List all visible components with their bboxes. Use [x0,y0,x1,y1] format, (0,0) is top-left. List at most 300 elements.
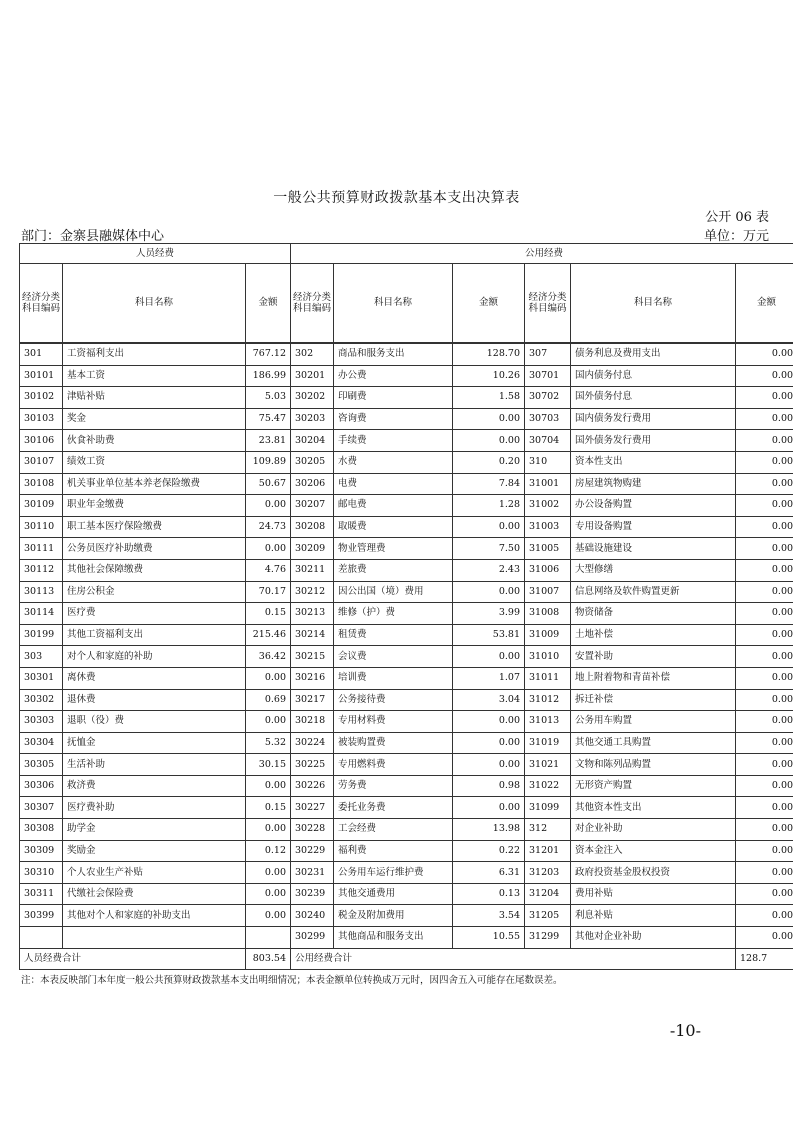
amount-cell: 0.00 [246,819,291,841]
table-row [20,495,793,517]
name-cell: 奖金 [63,408,246,430]
amount-cell: 75.47 [246,408,291,430]
name-cell: 委托业务费 [334,797,453,819]
code-cell: 30201 [291,365,334,387]
amount-cell: 10.26 [453,365,525,387]
code-cell: 30304 [20,732,63,754]
name-cell: 印刷费 [334,387,453,409]
code-cell: 30109 [20,495,63,517]
page-number: -10- [669,1021,701,1040]
amount-cell: 1.07 [453,667,525,689]
amount-cell: 186.99 [246,365,291,387]
name-cell: 助学金 [63,819,246,841]
name-cell: 其他社会保障缴费 [63,559,246,581]
code-cell: 31019 [525,732,571,754]
amount-cell: 0.00 [736,689,793,711]
name-cell: 专用设备购置 [571,516,736,538]
table-row [20,883,793,905]
name-cell: 其他对个人和家庭的补助支出 [63,905,246,927]
amount-cell: 53.81 [453,624,525,646]
name-header: 科目名称 [334,264,453,344]
name-header: 科目名称 [571,264,736,344]
amount-cell: 0.00 [736,516,793,538]
code-cell: 30399 [20,905,63,927]
amount-cell: 0.00 [453,797,525,819]
code-cell: 31204 [525,883,571,905]
code-cell: 31006 [525,559,571,581]
amount-cell: 0.00 [453,711,525,733]
name-cell: 大型修缮 [571,559,736,581]
name-cell: 医疗费 [63,603,246,625]
code-cell: 31205 [525,905,571,927]
name-cell: 商品和服务支出 [334,343,453,365]
amount-cell: 10.55 [453,927,525,949]
name-cell: 劳务费 [334,775,453,797]
amount-cell: 2.43 [453,559,525,581]
code-cell: 31021 [525,754,571,776]
name-cell: 其他工资福利支出 [63,624,246,646]
table-row [20,732,793,754]
amount-header: 金额 [453,264,525,344]
page-title: 一般公共预算财政拨款基本支出决算表 [273,190,520,206]
amount-cell: 0.15 [246,603,291,625]
amount-cell: 0.00 [736,927,793,949]
amount-cell: 5.03 [246,387,291,409]
code-cell: 30213 [291,603,334,625]
code-cell: 31201 [525,840,571,862]
table-row [20,840,793,862]
name-cell: 工资福利支出 [63,343,246,365]
name-cell: 公务用车运行维护费 [334,862,453,884]
code-cell: 30302 [20,689,63,711]
code-cell: 312 [525,819,571,841]
name-cell: 水费 [334,451,453,473]
name-cell: 信息网络及软件购置更新 [571,581,736,603]
amount-cell: 36.42 [246,646,291,668]
name-cell: 伙食补助费 [63,430,246,452]
code-cell: 30228 [291,819,334,841]
table-row [20,559,793,581]
code-cell: 31011 [525,667,571,689]
amount-cell: 70.17 [246,581,291,603]
amount-cell: 0.00 [736,495,793,517]
name-cell: 国外债务发行费用 [571,430,736,452]
code-cell: 30204 [291,430,334,452]
name-cell: 物业管理费 [334,538,453,560]
amount-cell: 0.00 [736,603,793,625]
amount-cell: 0.00 [736,754,793,776]
personnel-total-value: 803.54 [246,948,291,970]
name-cell: 会议费 [334,646,453,668]
name-cell: 其他交通费用 [334,883,453,905]
code-cell: 31012 [525,689,571,711]
amount-cell: 0.00 [453,754,525,776]
amount-cell: 0.00 [736,862,793,884]
code-cell: 31001 [525,473,571,495]
name-cell: 邮电费 [334,495,453,517]
table-row [20,408,793,430]
code-cell: 30216 [291,667,334,689]
amount-header: 金额 [736,264,793,344]
code-cell: 30307 [20,797,63,819]
name-cell: 拆迁补偿 [571,689,736,711]
amount-cell: 0.00 [736,905,793,927]
public-total-value: 128.7 [736,948,793,970]
code-cell: 30226 [291,775,334,797]
name-cell: 资本性支出 [571,451,736,473]
amount-cell: 3.04 [453,689,525,711]
amount-cell: 0.00 [453,516,525,538]
unit-label: 单位：万元 [703,229,769,244]
table-row [20,646,793,668]
table-row [20,711,793,733]
name-cell: 文物和陈列品购置 [571,754,736,776]
code-header: 经济分类科目编码 [291,264,334,344]
name-cell: 职工基本医疗保险缴费 [63,516,246,538]
amount-cell: 0.22 [453,840,525,862]
table-row [20,797,793,819]
code-cell: 30701 [525,365,571,387]
code-cell: 30225 [291,754,334,776]
amount-cell: 0.00 [736,343,793,365]
table-row [20,430,793,452]
name-cell: 取暖费 [334,516,453,538]
amount-cell: 0.00 [736,797,793,819]
code-cell: 31005 [525,538,571,560]
code-cell: 30209 [291,538,334,560]
name-cell: 租赁费 [334,624,453,646]
code-cell: 30111 [20,538,63,560]
amount-cell: 767.12 [246,343,291,365]
code-cell: 303 [20,646,63,668]
name-cell: 房屋建筑物购建 [571,473,736,495]
code-cell: 30303 [20,711,63,733]
table-row [20,862,793,884]
amount-cell: 0.00 [453,408,525,430]
code-cell: 30218 [291,711,334,733]
code-cell: 30227 [291,797,334,819]
code-cell: 30308 [20,819,63,841]
code-cell: 31009 [525,624,571,646]
code-cell: 31007 [525,581,571,603]
amount-cell: 6.31 [453,862,525,884]
code-cell: 30103 [20,408,63,430]
code-cell: 30703 [525,408,571,430]
name-cell: 无形资产购置 [571,775,736,797]
code-cell: 30205 [291,451,334,473]
amount-cell: 0.00 [736,819,793,841]
amount-cell: 0.00 [736,408,793,430]
name-cell: 医疗费补助 [63,797,246,819]
amount-cell: 0.00 [736,711,793,733]
name-cell: 税金及附加费用 [334,905,453,927]
public-total-label: 公用经费合计 [291,948,736,970]
code-cell: 30231 [291,862,334,884]
code-cell: 30215 [291,646,334,668]
table-row [20,754,793,776]
code-cell: 30208 [291,516,334,538]
table-row [20,451,793,473]
code-cell: 30107 [20,451,63,473]
code-cell: 30214 [291,624,334,646]
name-cell: 其他对企业补助 [571,927,736,949]
name-cell: 维修（护）费 [334,603,453,625]
code-cell: 30211 [291,559,334,581]
name-cell: 基本工资 [63,365,246,387]
name-cell: 公务接待费 [334,689,453,711]
amount-cell: 0.00 [736,624,793,646]
name-cell: 费用补贴 [571,883,736,905]
name-cell: 基础设施建设 [571,538,736,560]
amount-cell: 0.00 [246,775,291,797]
amount-cell: 3.99 [453,603,525,625]
amount-cell: 0.20 [453,451,525,473]
amount-cell: 0.00 [736,365,793,387]
amount-cell: 109.89 [246,451,291,473]
amount-cell: 0.00 [453,430,525,452]
name-cell: 离休费 [63,667,246,689]
name-cell: 物资储备 [571,603,736,625]
name-cell: 国内债务发行费用 [571,408,736,430]
code-cell: 31203 [525,862,571,884]
name-cell: 其他资本性支出 [571,797,736,819]
table-row [20,819,793,841]
code-cell: 30113 [20,581,63,603]
name-cell: 咨询费 [334,408,453,430]
table-row [20,624,793,646]
code-cell: 31003 [525,516,571,538]
amount-cell: 0.00 [736,430,793,452]
table-row [20,473,793,495]
table-row [20,581,793,603]
amount-cell: 0.00 [736,451,793,473]
amount-cell: 30.15 [246,754,291,776]
table-row [20,667,793,689]
name-cell: 政府投资基金股权投资 [571,862,736,884]
name-cell: 被装购置费 [334,732,453,754]
amount-cell: 7.50 [453,538,525,560]
amount-cell [246,927,291,949]
name-cell: 绩效工资 [63,451,246,473]
code-cell: 31010 [525,646,571,668]
amount-cell: 0.00 [736,732,793,754]
name-cell: 资本金注入 [571,840,736,862]
code-cell: 30202 [291,387,334,409]
code-cell: 30207 [291,495,334,517]
amount-cell: 23.81 [246,430,291,452]
code-cell: 30106 [20,430,63,452]
amount-cell: 0.00 [736,775,793,797]
code-cell: 30114 [20,603,63,625]
code-cell: 30112 [20,559,63,581]
amount-cell: 0.98 [453,775,525,797]
table-row [20,365,793,387]
name-cell: 公务员医疗补助缴费 [63,538,246,560]
name-cell: 个人农业生产补贴 [63,862,246,884]
name-header: 科目名称 [63,264,246,344]
amount-cell: 7.84 [453,473,525,495]
amount-cell: 0.00 [246,538,291,560]
name-cell: 地上附着物和青苗补偿 [571,667,736,689]
amount-cell: 0.00 [736,667,793,689]
code-cell: 30306 [20,775,63,797]
amount-cell: 0.00 [246,905,291,927]
code-cell: 30305 [20,754,63,776]
amount-cell: 215.46 [246,624,291,646]
amount-cell: 0.00 [246,711,291,733]
code-cell: 30702 [525,387,571,409]
name-cell: 福利费 [334,840,453,862]
table-row [20,905,793,927]
code-cell: 30217 [291,689,334,711]
name-cell: 办公设备购置 [571,495,736,517]
personnel-total-label: 人员经费合计 [20,948,246,970]
name-cell: 其他商品和服务支出 [334,927,453,949]
code-cell: 30311 [20,883,63,905]
name-cell: 公务用车购置 [571,711,736,733]
table-row [20,343,793,365]
table-row [20,516,793,538]
table-row [20,387,793,409]
name-cell: 培训费 [334,667,453,689]
code-header: 经济分类科目编码 [525,264,571,344]
code-cell: 30199 [20,624,63,646]
table-row [20,927,793,949]
name-cell [63,927,246,949]
amount-cell: 0.15 [246,797,291,819]
amount-cell: 0.00 [453,646,525,668]
name-cell: 退休费 [63,689,246,711]
code-cell: 31013 [525,711,571,733]
name-cell: 差旅费 [334,559,453,581]
name-cell: 津贴补贴 [63,387,246,409]
code-cell: 30102 [20,387,63,409]
name-cell: 住房公积金 [63,581,246,603]
amount-cell: 0.00 [736,473,793,495]
code-cell: 30704 [525,430,571,452]
code-cell: 30203 [291,408,334,430]
amount-cell: 0.00 [246,495,291,517]
name-cell: 专用燃料费 [334,754,453,776]
name-cell: 救济费 [63,775,246,797]
code-cell: 30309 [20,840,63,862]
code-cell: 30108 [20,473,63,495]
department-label: 部门：金寨县融媒体中心 [21,229,165,244]
amount-cell: 1.28 [453,495,525,517]
code-cell: 30224 [291,732,334,754]
code-cell: 30229 [291,840,334,862]
name-cell: 奖励金 [63,840,246,862]
form-number: 公开 06 表 [705,210,769,225]
amount-cell: 0.00 [736,559,793,581]
name-cell: 国外债务付息 [571,387,736,409]
code-cell: 30110 [20,516,63,538]
amount-cell: 4.76 [246,559,291,581]
amount-cell: 0.00 [736,387,793,409]
amount-cell: 0.00 [453,581,525,603]
table-row [20,603,793,625]
amount-cell: 50.67 [246,473,291,495]
amount-cell: 0.00 [736,581,793,603]
name-cell: 抚恤金 [63,732,246,754]
table-row [20,775,793,797]
table-row [20,689,793,711]
code-cell [20,927,63,949]
name-cell: 国内债务付息 [571,365,736,387]
name-cell: 生活补助 [63,754,246,776]
amount-cell: 0.00 [246,883,291,905]
code-cell: 301 [20,343,63,365]
amount-cell: 0.00 [736,883,793,905]
amount-cell: 0.12 [246,840,291,862]
name-cell: 专用材料费 [334,711,453,733]
code-cell: 31299 [525,927,571,949]
name-cell: 机关事业单位基本养老保险缴费 [63,473,246,495]
public-group-header: 公用经费 [291,244,793,264]
name-cell: 利息补贴 [571,905,736,927]
amount-cell: 0.00 [453,732,525,754]
amount-cell: 0.69 [246,689,291,711]
personnel-group-header: 人员经费 [20,244,291,264]
name-cell: 办公费 [334,365,453,387]
amount-cell: 0.13 [453,883,525,905]
amount-cell: 0.00 [736,538,793,560]
amount-cell: 5.32 [246,732,291,754]
amount-cell: 3.54 [453,905,525,927]
name-cell: 工会经费 [334,819,453,841]
footnote: 注：本表反映部门本年度一般公共预算财政拨款基本支出明细情况；本表金额单位转换成万元时，因四舍五入可能存在尾数误差。 [21,975,563,986]
name-cell: 安置补助 [571,646,736,668]
code-cell: 30101 [20,365,63,387]
code-cell: 31022 [525,775,571,797]
amount-header: 金额 [246,264,291,344]
totals-row [20,948,793,970]
amount-cell: 0.00 [246,862,291,884]
name-cell: 土地补偿 [571,624,736,646]
code-cell: 31099 [525,797,571,819]
code-header: 经济分类科目编码 [20,264,63,344]
budget-table [19,243,793,970]
name-cell: 其他交通工具购置 [571,732,736,754]
table-row [20,538,793,560]
code-cell: 31008 [525,603,571,625]
name-cell: 对企业补助 [571,819,736,841]
name-cell: 手续费 [334,430,453,452]
name-cell: 债务利息及费用支出 [571,343,736,365]
amount-cell: 0.00 [246,667,291,689]
amount-cell: 0.00 [736,646,793,668]
code-cell: 31002 [525,495,571,517]
amount-cell: 24.73 [246,516,291,538]
code-cell: 302 [291,343,334,365]
code-cell: 30206 [291,473,334,495]
name-cell: 退职（役）费 [63,711,246,733]
amount-cell: 1.58 [453,387,525,409]
code-cell: 30301 [20,667,63,689]
code-cell: 30240 [291,905,334,927]
code-cell: 30299 [291,927,334,949]
amount-cell: 13.98 [453,819,525,841]
name-cell: 对个人和家庭的补助 [63,646,246,668]
name-cell: 因公出国（境）费用 [334,581,453,603]
name-cell: 代缴社会保险费 [63,883,246,905]
name-cell: 职业年金缴费 [63,495,246,517]
code-cell: 30310 [20,862,63,884]
amount-cell: 128.70 [453,343,525,365]
code-cell: 30239 [291,883,334,905]
code-cell: 30212 [291,581,334,603]
amount-cell: 0.00 [736,840,793,862]
